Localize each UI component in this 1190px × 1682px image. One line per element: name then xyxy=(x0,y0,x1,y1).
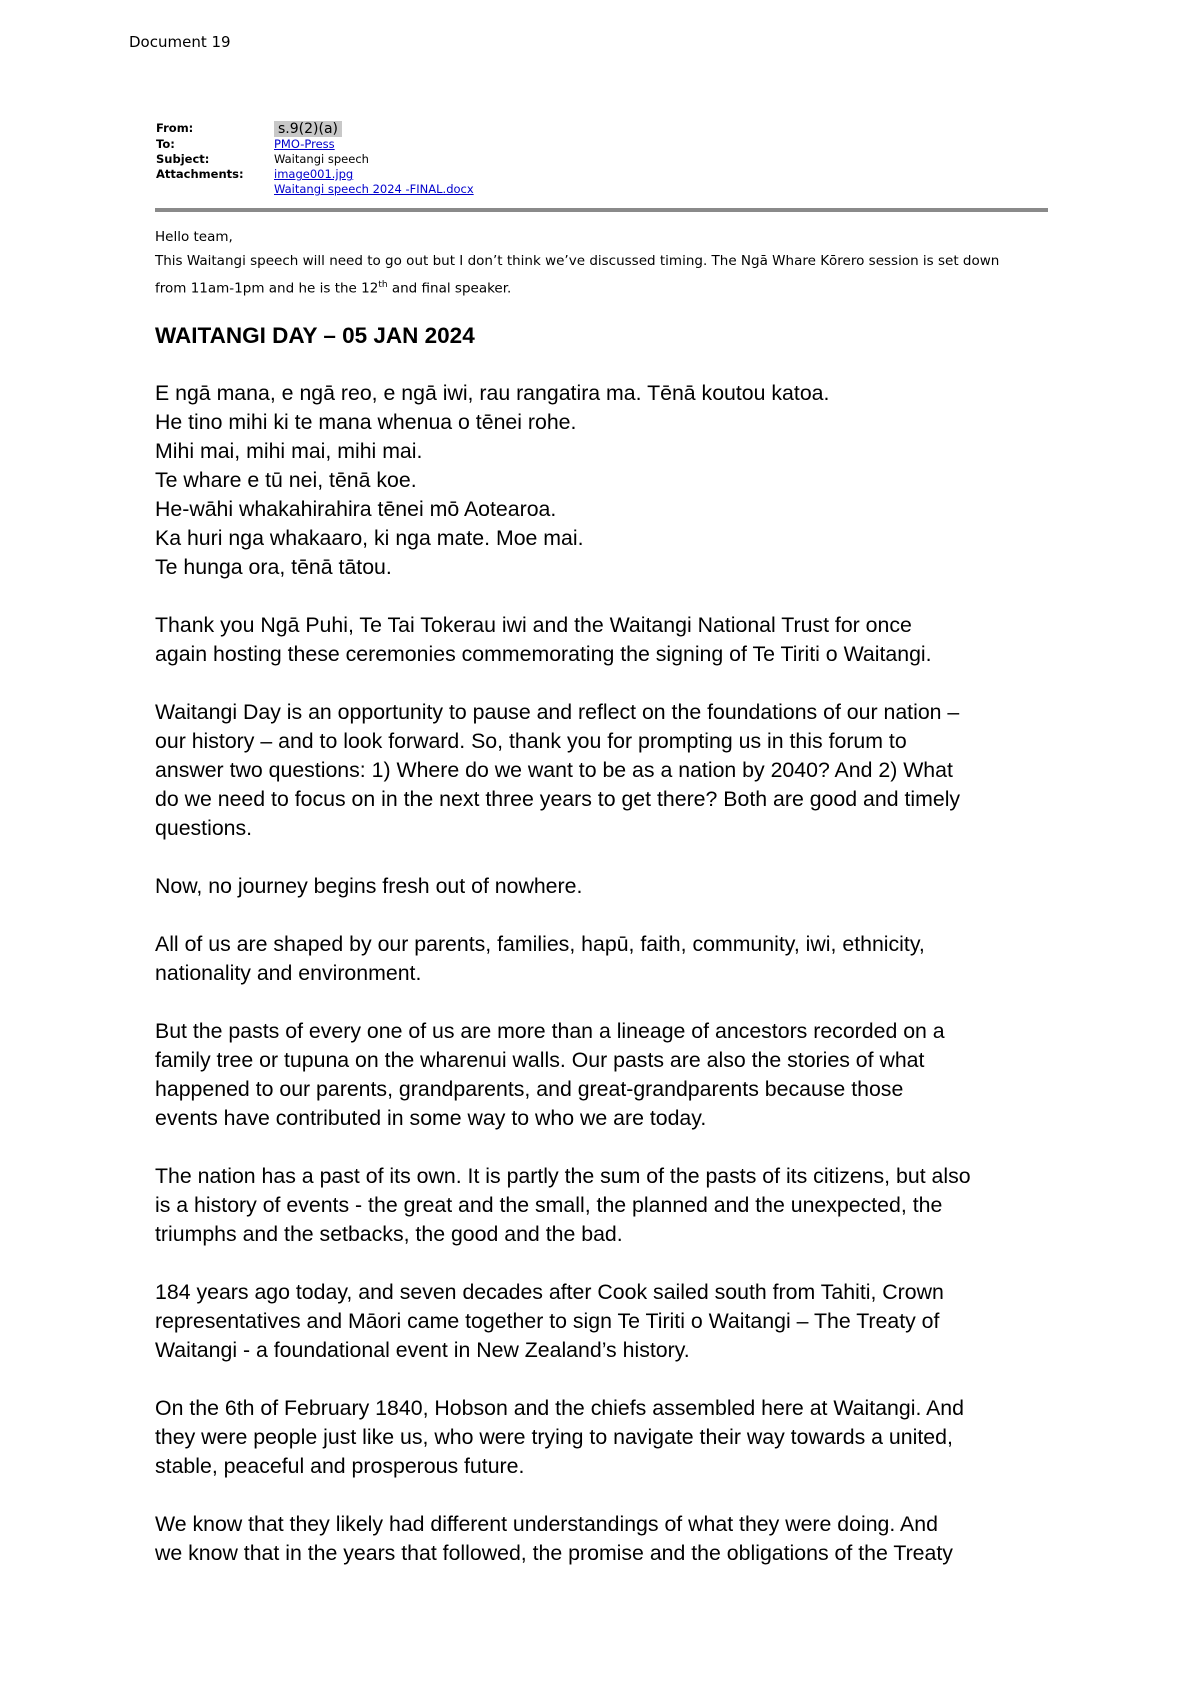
mihi-block xyxy=(155,379,1055,582)
email-body xyxy=(155,225,1048,301)
mihi-line: Te whare e tū nei, tēnā koe. xyxy=(155,468,417,492)
document-label: Document 19 xyxy=(129,33,231,51)
attachments-row xyxy=(156,167,1046,197)
mihi-line: He tino mihi ki te mana whenua o tēnei rohe. xyxy=(155,410,577,434)
speech-paragraph: But the pasts of every one of us are more than a lineage of ancestors recorded on a family tree or tupuna on the wharenui walls. Our pasts are also the stories of what happened to our parents, grandparents, and great-grandparents because those events have contributed in some way to who we are today. xyxy=(155,1019,945,1130)
speech-paragraph: Waitangi Day is an opportunity to pause and reflect on the foundations of our nation – our history – and to look forward. So, thank you for prompting us in this forum to answer two questions: 1) Where do we want to be as a nation by 2040? And 2) What do we need to focus on in the next three years to get there? Both are good and timely questions. xyxy=(155,700,961,840)
speech-paragraph: Now, no journey begins fresh out of nowhere. xyxy=(155,874,583,898)
speech-paragraph: The nation has a past of its own. It is partly the sum of the pasts of its citizens, but also is a history of events - the great and the small, the planned and the unexpected, the triumphs and the setbacks, the good and the bad. xyxy=(155,1164,971,1246)
mihi-line: He-wāhi whakahirahira tēnei mō Aotearoa. xyxy=(155,497,557,521)
header-divider xyxy=(155,208,1048,212)
mihi-line: Te hunga ora, tēnā tātou. xyxy=(155,555,392,579)
from-row xyxy=(156,121,1046,137)
intro-line: This Waitangi speech will need to go out but I don’t think we’ve discussed timing. The Ngā Whare Kōrero session is set down xyxy=(155,253,1000,269)
to-link[interactable]: PMO-Press xyxy=(274,137,335,151)
attachment-link[interactable]: image001.jpg xyxy=(274,167,354,181)
speech-paragraph: On the 6th of February 1840, Hobson and the chiefs assembled here at Waitangi. And they were people just like us, who were trying to navigate their way towards a united, stable, peaceful and prosperous future. xyxy=(155,1396,964,1478)
subject-label: Subject: xyxy=(156,152,210,166)
subject-row xyxy=(156,152,1046,167)
to-row xyxy=(156,137,1046,152)
from-label: From: xyxy=(156,121,194,135)
to-label: To: xyxy=(156,137,175,151)
redacted-sender: s.9(2)(a) xyxy=(274,121,342,137)
speech-paragraph: Thank you Ngā Puhi, Te Tai Tokerau iwi and the Waitangi National Trust for once again hosting these ceremonies commemorating the signing of Te Tiriti o Waitangi. xyxy=(155,613,932,666)
intro-line: from 11am-1pm and he is the 12th and final speaker. xyxy=(155,280,512,297)
mihi-line: E ngā mana, e ngā reo, e ngā iwi, rau rangatira ma. Tēnā koutou katoa. xyxy=(155,381,830,405)
speech-paragraph: All of us are shaped by our parents, families, hapū, faith, community, iwi, ethnicity, nationality and environment. xyxy=(155,932,925,985)
ordinal-suffix: th xyxy=(378,280,388,290)
speech-paragraph: We know that they likely had different understandings of what they were doing. And we know that in the years that followed, the promise and the obligations of the Treaty xyxy=(155,1512,953,1565)
speech-title: WAITANGI DAY – 05 JAN 2024 xyxy=(155,323,475,348)
subject-value: Waitangi speech xyxy=(274,152,369,166)
greeting: Hello team, xyxy=(155,229,233,245)
mihi-line: Mihi mai, mihi mai, mihi mai. xyxy=(155,439,423,463)
email-header xyxy=(156,121,1046,197)
speech-body xyxy=(155,321,1055,1597)
attachment-link[interactable]: Waitangi speech 2024 -FINAL.docx xyxy=(274,182,474,196)
attachments-label: Attachments: xyxy=(156,167,244,181)
speech-paragraph: 184 years ago today, and seven decades after Cook sailed south from Tahiti, Crown representatives and Māori came together to sign Te Tiriti o Waitangi – The Treaty of Waitangi - a foundational event in New Zealand’s history. xyxy=(155,1280,944,1362)
mihi-line: Ka huri nga whakaaro, ki nga mate. Moe mai. xyxy=(155,526,584,550)
